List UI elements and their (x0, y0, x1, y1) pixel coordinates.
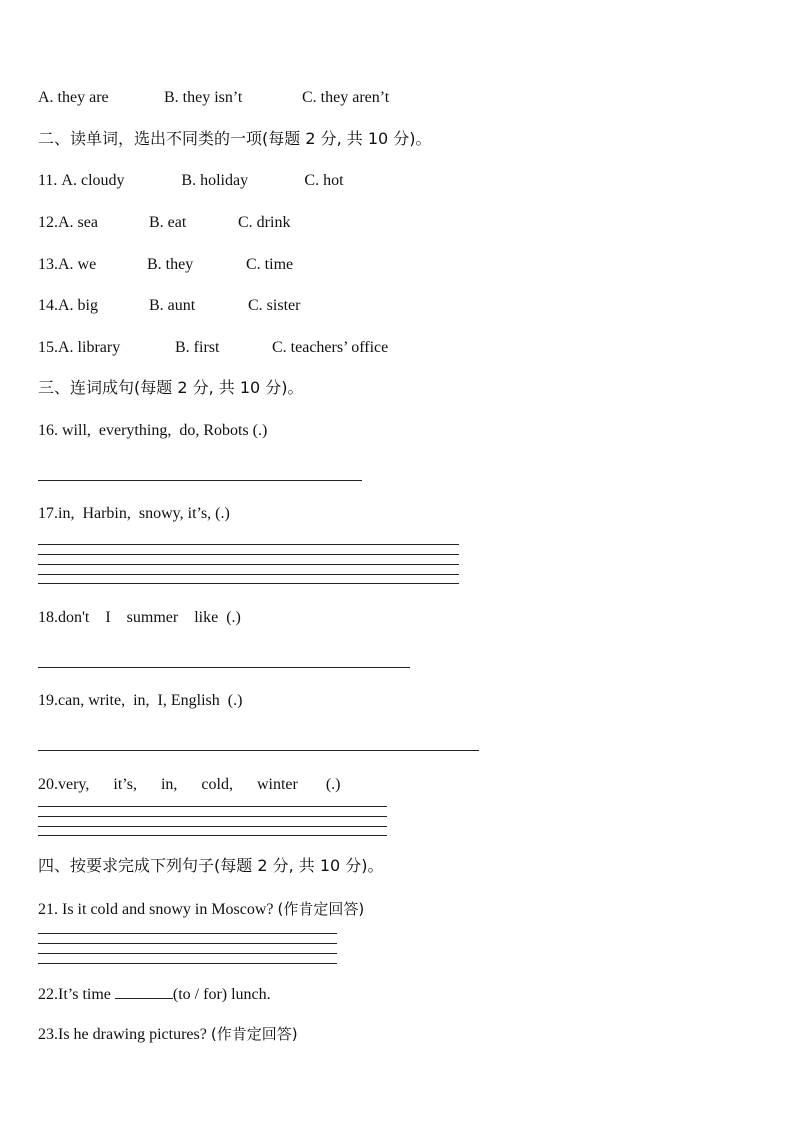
question-22 (38, 983, 271, 1005)
question-21 (38, 899, 364, 920)
question-20: 20.very, it’s, in, cold, winter (.) (38, 776, 341, 793)
q11-option-c: C. hot (304, 172, 344, 189)
q21-note: (作肯定回答) (277, 900, 365, 918)
q19-answer-line (38, 750, 479, 751)
q14-number: 14. (38, 297, 58, 314)
q22-fill-blank[interactable] (115, 983, 173, 999)
q14-option-c: C. sister (248, 297, 301, 314)
question-18: 18.don't I summer like (.) (38, 609, 241, 626)
q11-number: 11. (38, 172, 58, 189)
q17-answer-line-3 (38, 564, 459, 565)
q15-option-c: C. teachers’ office (272, 339, 389, 356)
q13-number: 13. (38, 256, 58, 273)
q14-option-a: A. big (58, 297, 98, 314)
q10-option-c: C. they aren’t (302, 89, 390, 106)
question-11 (38, 171, 344, 191)
q20-answer-line-2 (38, 816, 387, 817)
q21-answer-line-2 (38, 943, 337, 944)
q13-option-a: A. we (58, 256, 97, 273)
q23-note: (作肯定回答) (210, 1025, 298, 1043)
q16-answer-line (38, 480, 362, 481)
q17-answer-line-2 (38, 554, 459, 555)
section-4-heading: 四、按要求完成下列句子(每题 2 分, 共 10 分)。 (38, 856, 384, 875)
q21-text: 21. Is it cold and snowy in Moscow? (38, 901, 278, 918)
q23-text: 23.Is he drawing pictures? (38, 1026, 211, 1043)
q13-option-b: B. they (147, 256, 194, 273)
q22-text-before: 22.It’s time (38, 986, 115, 1003)
q13-option-c: C. time (246, 256, 294, 273)
q22-text-after: (to / for) lunch. (172, 986, 271, 1003)
question-17: 17.in, Harbin, snowy, it’s, (.) (38, 505, 230, 522)
q15-option-a: A. library (58, 339, 121, 356)
q21-answer-line-1 (38, 933, 337, 934)
q21-answer-line-3 (38, 953, 337, 954)
q11-option-a: A. cloudy (61, 172, 125, 189)
question-13 (38, 255, 293, 275)
question-19: 19.can, write, in, I, English (.) (38, 692, 243, 709)
q10-option-a: A. they are (38, 89, 109, 106)
q17-answer-line-1 (38, 544, 459, 545)
q12-number: 12. (38, 214, 58, 231)
question-23 (38, 1024, 298, 1045)
q17-answer-line-5 (38, 583, 459, 584)
question-16: 16. will, everything, do, Robots (.) (38, 422, 268, 439)
question-14 (38, 296, 300, 316)
q21-answer-line-4 (38, 963, 337, 964)
section-2-heading: 二、读单词，选出不同类的一项(每题 2 分, 共 10 分)。 (38, 129, 432, 148)
q20-answer-line-1 (38, 806, 387, 807)
section-3-heading: 三、连词成句(每题 2 分, 共 10 分)。 (38, 378, 304, 397)
q14-option-b: B. aunt (149, 297, 196, 314)
q12-option-c: C. drink (238, 214, 291, 231)
question-10-options (38, 88, 389, 108)
q20-answer-line-4 (38, 835, 387, 836)
q17-answer-line-4 (38, 574, 459, 575)
q11-option-b: B. holiday (181, 172, 249, 189)
q20-answer-line-3 (38, 826, 387, 827)
q12-option-b: B. eat (149, 214, 187, 231)
q18-answer-line (38, 667, 410, 668)
question-12 (38, 213, 290, 233)
question-15 (38, 338, 388, 358)
q10-option-b: B. they isn’t (164, 89, 243, 106)
q15-option-b: B. first (175, 339, 220, 356)
q15-number: 15. (38, 339, 58, 356)
q12-option-a: A. sea (58, 214, 98, 231)
